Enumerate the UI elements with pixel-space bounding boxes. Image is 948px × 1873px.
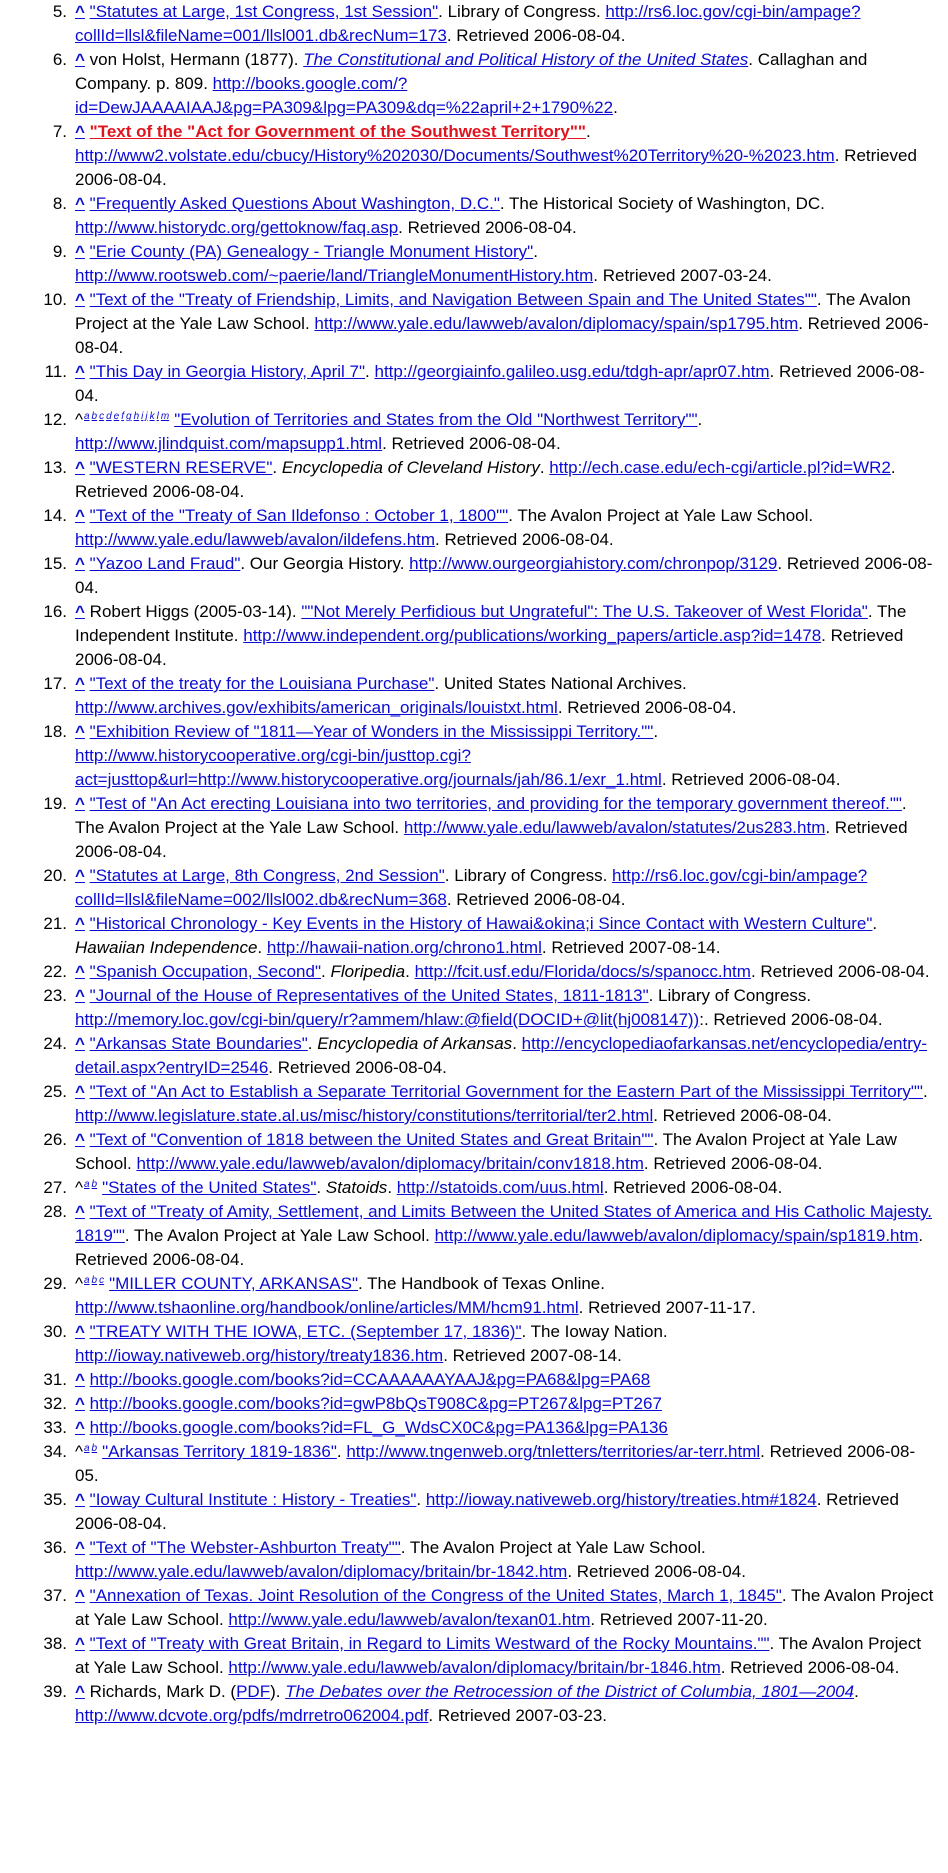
reference-link[interactable]: http://www2.volstate.edu/cbucy/History%202030/Documents/Southwest%20Territory%20-%2023.htm	[75, 146, 835, 165]
backlink[interactable]: ^	[75, 2, 85, 21]
backlink-letter[interactable]: m	[160, 411, 170, 422]
backlink-letter[interactable]: a	[83, 411, 90, 422]
reference-item	[0, 0, 938, 48]
reference-text: . Retrieved 2006-08-04.	[268, 1058, 447, 1077]
backlink-letter[interactable]: k	[149, 411, 155, 422]
backlink-letter[interactable]: i	[141, 411, 144, 422]
reference-text: . Retrieved 2006-08-04.	[75, 458, 896, 501]
reference-number: 36.	[43, 1538, 67, 1557]
reference-text: . Retrieved 2007-11-17.	[578, 1298, 757, 1317]
publication-title: Floripedia	[330, 962, 406, 981]
backlink[interactable]: ^	[75, 674, 85, 693]
publication-title: Statoids	[325, 1178, 388, 1197]
reference-link[interactable]: http://books.google.com/?id=DewJAAAAIAAJ&pg=PA309&lpg=PA309&dq=%22april+2+1790%22	[75, 74, 614, 117]
reference-text: . Retrieved 2006-08-04.	[382, 434, 561, 453]
backlink-letter[interactable]: f	[121, 411, 125, 422]
reference-link[interactable]: "Frequently Asked Questions About Washington, D.C."	[89, 194, 500, 213]
reference-text: .	[316, 1178, 326, 1197]
reference-text: . The Avalon Project at Yale Law School.	[400, 1538, 706, 1557]
reference-number: 25.	[43, 1082, 67, 1101]
reference-number: 34.	[43, 1442, 67, 1461]
backlink[interactable]: ^	[75, 1130, 85, 1149]
backlink-letter[interactable]: l	[156, 411, 159, 422]
reference-number: 13.	[43, 458, 67, 477]
backlink-letter[interactable]: b	[91, 1275, 98, 1286]
reference-text: .	[307, 1034, 318, 1053]
reference-text: von Holst, Hermann (1877).	[89, 50, 304, 69]
reference-item	[0, 1176, 938, 1200]
reference-link[interactable]: http://www.ourgeorgiahistory.com/chronpop/3129	[409, 554, 778, 573]
reference-link[interactable]: "Arkansas State Boundaries"	[89, 1034, 308, 1053]
backlink[interactable]: ^	[75, 866, 85, 885]
reference-link[interactable]: "Evolution of Territories and States from the Old "Northwest Territory""	[174, 410, 698, 429]
reference-text: .	[872, 914, 878, 933]
reference-text: . The Avalon Project at Yale Law School.	[75, 1130, 897, 1173]
backlink-letter[interactable]: c	[99, 411, 105, 422]
reference-link[interactable]: http://www.tshaonline.org/handbook/online/articles/MM/hcm91.html	[75, 1298, 579, 1317]
reference-text: .	[416, 1490, 426, 1509]
reference-link[interactable]: "Statutes at Large, 8th Congress, 2nd Session"	[89, 866, 445, 885]
reference-text: . Library of Congress.	[438, 2, 606, 21]
reference-number: 24.	[43, 1034, 67, 1053]
reference-item	[0, 1320, 938, 1368]
backlink[interactable]: ^	[75, 602, 85, 621]
backlink[interactable]: ^	[75, 290, 85, 309]
backlink-letter[interactable]: a	[83, 1179, 90, 1190]
reference-link[interactable]: "MILLER COUNTY, ARKANSAS"	[109, 1274, 358, 1293]
reference-number: 5.	[52, 2, 67, 21]
reference-text: . The Avalon Project at Yale Law School.	[75, 1634, 922, 1677]
reference-number: 23.	[43, 986, 67, 1005]
reference-text: .	[653, 722, 659, 741]
reference-text: . Retrieved 2006-08-04.	[567, 1562, 746, 1581]
reference-link[interactable]: "Text of the "Treaty of San Ildefonso : October 1, 1800""	[89, 506, 509, 525]
backlink-letters	[84, 1179, 99, 1190]
reference-item	[0, 912, 938, 960]
reference-text: :. Retrieved 2006-08-04.	[699, 1010, 883, 1029]
backlink-letter[interactable]: b	[91, 411, 98, 422]
reference-text: . Retrieved 2006-08-04.	[446, 26, 626, 45]
reference-text: . Retrieved 2006-08-04.	[75, 626, 904, 669]
reference-link[interactable]: ""Not Merely Perfidious but Ungrateful": The U.S. Takeover of West Florida"	[301, 602, 868, 621]
reference-text: . The Avalon Project at Yale Law School.	[508, 506, 814, 525]
backlink[interactable]: ^	[75, 458, 85, 477]
backlink-letter[interactable]: c	[99, 1275, 105, 1286]
reference-link[interactable]: http://ech.case.edu/ech-cgi/article.pl?id=WR2	[549, 458, 891, 477]
reference-link[interactable]: http://ioway.nativeweb.org/history/treaties.htm#1824	[425, 1490, 817, 1509]
backlink[interactable]: ^	[75, 722, 85, 741]
reference-link[interactable]: http://statoids.com/uus.html	[396, 1178, 604, 1197]
reference-number: 12.	[43, 410, 67, 429]
backlink[interactable]: ^	[75, 1586, 85, 1605]
reference-text: . Retrieved 2007-08-14.	[541, 938, 721, 957]
reference-number: 14.	[43, 506, 67, 525]
backlink[interactable]: ^	[75, 122, 85, 141]
backlink-letter[interactable]: e	[113, 411, 120, 422]
backlink-letter[interactable]: d	[106, 411, 112, 422]
reference-number: 39.	[43, 1682, 67, 1701]
reference-link[interactable]: "Text of "Convention of 1818 between the United States and Great Britain""	[89, 1130, 654, 1149]
reference-text: . Retrieved 2006-08-05.	[75, 1442, 916, 1485]
backlink-letter[interactable]: g	[126, 411, 132, 422]
reference-text: . Retrieved 2007-03-24.	[593, 266, 772, 285]
reference-link[interactable]: "Text of the treaty for the Louisiana Purchase"	[89, 674, 435, 693]
reference-item	[0, 288, 938, 360]
reference-link[interactable]: "Text of "An Act to Establish a Separate Territorial Government for the Eastern Part of the Mississippi Territory""	[89, 1082, 923, 1101]
reference-number: 37.	[43, 1586, 67, 1605]
reference-link[interactable]: http://www.dcvote.org/pdfs/mdrretro062004.pdf	[75, 1706, 429, 1725]
reference-link[interactable]: http://www.yale.edu/lawweb/avalon/ildefens.htm	[75, 530, 436, 549]
reference-text: . Retrieved 2006-08-04.	[750, 962, 930, 981]
reference-link[interactable]: http://www.yale.edu/lawweb/avalon/diplomacy/britain/br-1842.htm	[75, 1562, 568, 1581]
reference-text: . Retrieved 2006-08-04.	[435, 530, 614, 549]
reference-link[interactable]: http://books.google.com/books?id=CCAAAAAAYAAJ&pg=PA68&lpg=PA68	[89, 1370, 651, 1389]
reference-text: .	[387, 1178, 397, 1197]
backlink[interactable]: ^	[75, 1538, 85, 1557]
reference-text: .	[585, 122, 591, 141]
backlink[interactable]: ^	[75, 242, 85, 261]
reference-item	[0, 240, 938, 288]
reference-link[interactable]: http://www.tngenweb.org/tnletters/territories/ar-terr.html	[346, 1442, 761, 1461]
reference-link[interactable]: http://www.jlindquist.com/mapsupp1.html	[75, 434, 383, 453]
reference-item	[0, 600, 938, 672]
reference-link[interactable]: http://www.independent.org/publications/working_papers/article.asp?id=1478	[243, 626, 822, 645]
reference-text: . Retrieved 2006-08-04.	[75, 1490, 899, 1533]
reference-link[interactable]: http://georgiainfo.galileo.usg.edu/tdgh-apr/apr07.htm	[374, 362, 770, 381]
reference-link[interactable]: "Spanish Occupation, Second"	[89, 962, 321, 981]
reference-link[interactable]: http://www.yale.edu/lawweb/avalon/diplomacy/britain/conv1818.htm	[136, 1154, 644, 1173]
reference-link[interactable]: http://www.yale.edu/lawweb/avalon/texan01.htm	[228, 1610, 591, 1629]
reference-link[interactable]: "Test of "An Act erecting Louisiana into two territories, and providing for the temporary government thereof.""	[89, 794, 902, 813]
reference-item	[0, 1680, 938, 1728]
reference-item	[0, 1032, 938, 1080]
reference-number: 20.	[43, 866, 67, 885]
reference-number: 15.	[43, 554, 67, 573]
reference-number: 28.	[43, 1202, 67, 1221]
reference-link[interactable]: "This Day in Georgia History, April 7"	[89, 362, 366, 381]
reference-text: . Our Georgia History.	[240, 554, 410, 573]
reference-text: . Callaghan and Company. p. 809.	[75, 50, 868, 93]
reference-item	[0, 48, 938, 120]
reference-text: . The Avalon Project at the Yale Law School.	[75, 290, 911, 333]
reference-item	[0, 360, 938, 408]
reference-text: .	[405, 962, 415, 981]
reference-item	[0, 1368, 938, 1392]
backlink-caret: ^	[75, 1442, 83, 1461]
backlink[interactable]: ^	[75, 1034, 85, 1053]
reference-link[interactable]: "Text of "Treaty of Amity, Settlement, and Limits Between the United States of America and His Catholic Majesty. 1819""	[75, 1202, 932, 1245]
reference-text: . Retrieved 2006-08-04.	[720, 1658, 900, 1677]
backlink-letters	[84, 1443, 99, 1454]
reference-text: . Retrieved 2006-08-04.	[75, 362, 925, 405]
reference-text: ).	[270, 1682, 286, 1701]
reference-link[interactable]: "Annexation of Texas. Joint Resolution of the Congress of the United States, March 1, 1845"	[89, 1586, 782, 1605]
backlink[interactable]: ^	[75, 962, 85, 981]
backlink-letters	[84, 1275, 106, 1286]
backlink[interactable]: ^	[75, 362, 85, 381]
reference-item	[0, 408, 938, 456]
reference-item	[0, 1536, 938, 1584]
reference-link[interactable]: http://www.yale.edu/lawweb/avalon/diplomacy/spain/sp1795.htm	[314, 314, 799, 333]
reference-number: 9.	[52, 242, 67, 261]
reference-item	[0, 1584, 938, 1632]
reference-number: 31.	[43, 1370, 67, 1389]
reference-text: .	[336, 1442, 347, 1461]
reference-text: .	[533, 242, 538, 261]
reference-link[interactable]: http://fcit.usf.edu/Florida/docs/s/spanocc.htm	[414, 962, 751, 981]
reference-link[interactable]: http://books.google.com/books?id=gwP8bQsT908C&pg=PT267&lpg=PT267	[89, 1394, 662, 1413]
reference-item	[0, 864, 938, 912]
reference-text: .	[539, 458, 550, 477]
reference-text: .	[257, 938, 267, 957]
reference-number: 21.	[43, 914, 67, 933]
reference-item	[0, 984, 938, 1032]
reference-link[interactable]: http://www.yale.edu/lawweb/avalon/statutes/2us283.htm	[403, 818, 826, 837]
reference-text: .	[854, 1682, 859, 1701]
reference-link[interactable]: http://memory.loc.gov/cgi-bin/query/r?ammem/hlaw:@field(DOCID+@lit(hj008147))	[75, 1010, 700, 1029]
backlink[interactable]: ^	[75, 50, 85, 69]
backlink-letter[interactable]: h	[133, 411, 140, 422]
backlink[interactable]: ^	[75, 794, 85, 813]
reference-item	[0, 1272, 938, 1320]
backlink-caret: ^	[75, 1274, 83, 1293]
reference-text: . Retrieved 2006-08-04.	[75, 146, 917, 189]
reference-item	[0, 1440, 938, 1488]
reference-item	[0, 456, 938, 504]
reference-text: . Retrieved 2006-08-04.	[446, 890, 626, 909]
reference-text: . Retrieved 2006-08-04.	[643, 1154, 823, 1173]
reference-text: . The Independent Institute.	[75, 602, 907, 645]
reference-text: . Retrieved 2006-08-04.	[398, 218, 577, 237]
reference-link[interactable]: http://www.yale.edu/lawweb/avalon/diplomacy/britain/br-1846.htm	[228, 1658, 721, 1677]
reference-link[interactable]: "Yazoo Land Fraud"	[89, 554, 241, 573]
reference-link[interactable]: http://www.historydc.org/gettoknow/faq.asp	[75, 218, 399, 237]
reference-item	[0, 792, 938, 864]
backlink[interactable]: ^	[75, 554, 85, 573]
reference-text: .	[272, 458, 282, 477]
backlink[interactable]: ^	[75, 1394, 85, 1413]
reference-text: . Retrieved 2006-08-04.	[75, 314, 929, 357]
reference-number: 29.	[43, 1274, 67, 1293]
reference-text: . Retrieved 2006-08-04.	[603, 1178, 783, 1197]
reference-link[interactable]: http://www.legislature.state.al.us/misc/history/constitutions/territorial/ter2.html	[75, 1106, 654, 1125]
reference-link[interactable]: http://rs6.loc.gov/cgi-bin/ampage?collId=llsl&fileName=001/llsl001.db&recNum=173	[75, 2, 861, 45]
reference-link[interactable]: "Statutes at Large, 1st Congress, 1st Session"	[89, 2, 439, 21]
reference-item	[0, 120, 938, 192]
reference-number: 7.	[52, 122, 67, 141]
backlink-letter[interactable]: b	[91, 1179, 98, 1190]
reference-number: 10.	[43, 290, 67, 309]
reference-number: 19.	[43, 794, 67, 813]
reference-link[interactable]: "Exhibition Review of "1811—Year of Wonders in the Mississippi Territory.""	[89, 722, 654, 741]
reference-item	[0, 1488, 938, 1536]
backlink-letter[interactable]: j	[145, 411, 148, 422]
publication-title: Encyclopedia of Arkansas	[317, 1034, 513, 1053]
reference-link[interactable]: http://www.archives.gov/exhibits/american_originals/louistxt.html	[75, 698, 558, 717]
backlink[interactable]: ^	[75, 1370, 85, 1389]
reference-text: . Retrieved 2007-11-20.	[590, 1610, 768, 1629]
backlink[interactable]: ^	[75, 1082, 85, 1101]
reference-text: Robert Higgs (2005-03-14).	[89, 602, 302, 621]
reference-number: 17.	[43, 674, 67, 693]
reference-text: . The Historical Society of Washington, DC.	[499, 194, 825, 213]
reference-link[interactable]: http://encyclopediaofarkansas.net/encyclopedia/entry-detail.aspx?entryID=2546	[75, 1034, 928, 1077]
reference-text: .	[512, 1034, 522, 1053]
reference-link[interactable]: "Text of "The Webster-Ashburton Treaty""	[89, 1538, 401, 1557]
reference-text: . Retrieved 2006-08-04.	[75, 1226, 924, 1269]
backlink[interactable]: ^	[75, 986, 85, 1005]
backlink[interactable]: ^	[75, 1634, 85, 1653]
backlink-letter[interactable]: b	[91, 1443, 98, 1454]
backlink-caret: ^	[75, 410, 83, 429]
reference-text: . United States National Archives.	[434, 674, 687, 693]
reference-link[interactable]: http://hawaii-nation.org/chrono1.html	[266, 938, 542, 957]
reference-link[interactable]: http://www.rootsweb.com/~paerie/land/TriangleMonumentHistory.htm	[75, 266, 594, 285]
reference-link[interactable]: The Debates over the Retrocession of the District of Columbia, 1801—2004	[285, 1682, 855, 1701]
backlink[interactable]: ^	[75, 1490, 85, 1509]
reference-item	[0, 1080, 938, 1128]
reference-text: .	[321, 962, 331, 981]
reference-item	[0, 672, 938, 720]
reference-number: 35.	[43, 1490, 67, 1509]
reference-text: .	[697, 410, 703, 429]
reference-text: . The Avalon Project at the Yale Law School.	[75, 794, 907, 837]
reference-item	[0, 1128, 938, 1176]
backlink[interactable]: ^	[75, 914, 85, 933]
reference-item	[0, 192, 938, 240]
reference-number: 18.	[43, 722, 67, 741]
reference-number: 32.	[43, 1394, 67, 1413]
reference-item	[0, 504, 938, 552]
reference-text: . Retrieved 2007-08-14.	[443, 1346, 622, 1365]
reference-item	[0, 1392, 938, 1416]
reference-item	[0, 720, 938, 792]
backlink[interactable]: ^	[75, 194, 85, 213]
reference-item	[0, 960, 938, 984]
reference-link[interactable]: The Constitutional and Political History of the United States	[303, 50, 749, 69]
reference-text: . Retrieved 2006-08-04.	[661, 770, 841, 789]
reference-link[interactable]: "TREATY WITH THE IOWA, ETC. (September 17, 1836)"	[89, 1322, 522, 1341]
reference-number: 11.	[44, 362, 67, 381]
reference-link[interactable]: http://books.google.com/books?id=FL_G_WdsCX0C&pg=PA136&lpg=PA136	[89, 1418, 668, 1437]
reference-link[interactable]: "Historical Chronology - Key Events in the History of Hawai&okina;i Since Contact with Western Culture"	[89, 914, 873, 933]
reference-item	[0, 1200, 938, 1272]
backlink[interactable]: ^	[75, 506, 85, 525]
reference-number: 16.	[43, 602, 67, 621]
reference-link[interactable]: "Journal of the House of Representatives of the United States, 1811-1813"	[89, 986, 649, 1005]
reference-link[interactable]: http://ioway.nativeweb.org/history/treaty1836.htm	[75, 1346, 444, 1365]
reference-link[interactable]: "Ioway Cultural Institute : History - Treaties"	[89, 1490, 417, 1509]
reference-text: . The Avalon Project at Yale Law School.	[75, 1586, 934, 1629]
backlink-letter[interactable]: a	[83, 1443, 90, 1454]
reference-text: .	[613, 98, 618, 117]
reference-link[interactable]: http://www.historycooperative.org/cgi-bin/justtop.cgi?act=justtop&url=http://www.historycooperative.org/journals/jah/86.1/exr_1.html	[75, 746, 662, 789]
reference-text: . Library of Congress.	[444, 866, 613, 885]
backlink[interactable]: ^	[75, 1322, 85, 1341]
reference-text: . The Handbook of Texas Online.	[358, 1274, 605, 1293]
reference-text: Richards, Mark D. (	[89, 1682, 237, 1701]
reference-number: 26.	[43, 1130, 67, 1149]
reference-link[interactable]: "WESTERN RESERVE"	[89, 458, 273, 477]
reference-item	[0, 1632, 938, 1680]
reference-number: 6.	[52, 50, 67, 69]
backlink[interactable]: ^	[75, 1202, 85, 1221]
reference-link[interactable]: "Arkansas Territory 1819-1836"	[102, 1442, 337, 1461]
publication-title: Encyclopedia of Cleveland History	[281, 458, 540, 477]
reference-text: .	[365, 362, 375, 381]
reference-number: 30.	[43, 1322, 67, 1341]
reference-text: .	[922, 1082, 928, 1101]
reference-link[interactable]: "Erie County (PA) Genealogy - Triangle Monument History"	[89, 242, 534, 261]
reference-text: . The Avalon Project at Yale Law School.	[124, 1226, 435, 1245]
reference-number: 27.	[43, 1178, 67, 1197]
reference-number: 22.	[43, 962, 67, 981]
reference-link[interactable]: PDF	[236, 1682, 271, 1701]
reference-text: . The Ioway Nation.	[521, 1322, 668, 1341]
reference-link[interactable]: "States of the United States"	[102, 1178, 317, 1197]
broken-link[interactable]: "Text of the "Act for Government of the Southwest Territory""	[89, 122, 586, 141]
reference-link[interactable]: http://www.yale.edu/lawweb/avalon/diplomacy/spain/sp1819.htm	[434, 1226, 919, 1245]
reference-link[interactable]: http://rs6.loc.gov/cgi-bin/ampage?collId=llsl&fileName=002/llsl002.db&recNum=368	[75, 866, 868, 909]
backlink-caret: ^	[75, 1178, 83, 1197]
reference-item	[0, 1416, 938, 1440]
reference-number: 38.	[43, 1634, 67, 1653]
reference-number: 33.	[43, 1418, 67, 1437]
backlink-letters	[84, 411, 171, 422]
publication-title: Hawaiian Independence	[75, 938, 258, 957]
reference-text: . Library of Congress.	[648, 986, 812, 1005]
reference-text: . Retrieved 2006-08-04.	[653, 1106, 832, 1125]
backlink[interactable]: ^	[75, 1682, 85, 1701]
reference-link[interactable]: "Text of "Treaty with Great Britain, in Regard to Limits Westward of the Rocky Mountains.""	[89, 1634, 770, 1653]
backlink[interactable]: ^	[75, 1418, 85, 1437]
reference-text: . Retrieved 2006-08-04.	[557, 698, 737, 717]
reference-link[interactable]: "Text of the "Treaty of Friendship, Limits, and Navigation Between Spain and The United States""	[89, 290, 817, 309]
reference-number: 8.	[52, 194, 67, 213]
reference-text: . Retrieved 2006-08-04.	[75, 554, 933, 597]
reference-item	[0, 552, 938, 600]
backlink-letter[interactable]: a	[83, 1275, 90, 1286]
reference-text: . Retrieved 2007-03-23.	[428, 1706, 608, 1725]
reference-text: . Retrieved 2006-08-04.	[75, 818, 908, 861]
